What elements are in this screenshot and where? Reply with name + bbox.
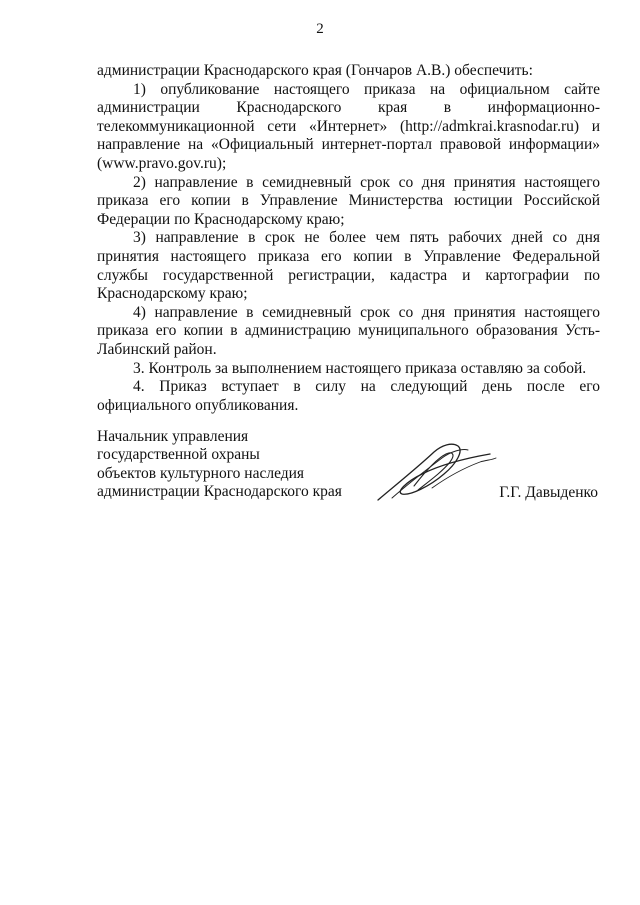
- signature-block: [97, 428, 600, 508]
- handwritten-signature: [372, 438, 502, 508]
- signatory-title-line: администрации Краснодарского края: [97, 483, 342, 501]
- signatory-title: [97, 428, 342, 502]
- signatory-name: Г.Г. Давыденко: [499, 484, 598, 501]
- paragraph-clause-4: 4. Приказ вступает в силу на следующий день после его официального опубликования.: [97, 378, 600, 414]
- paragraph-intro: администрации Краснодарского края (Гончаров А.В.) обеспечить:: [97, 62, 533, 79]
- paragraph-item-4: 4) направление в семидневный срок со дня принятия настоящего приказа его копии в администрацию муниципального образования Усть-Лабинский район.: [97, 303, 600, 358]
- signatory-title-line: Начальник управления: [97, 428, 249, 445]
- signatory-title-line: объектов культурного наследия: [97, 464, 305, 482]
- signatory-title-line: государственной охраны: [97, 446, 260, 464]
- page-number: 2: [316, 21, 324, 37]
- paragraph-clause-3: 3. Контроль за выполнением настоящего приказа оставляю за собой.: [133, 359, 587, 377]
- paragraph-item-3: 3) направление в срок не более чем пять рабочих дней со дня принятия настоящего приказа его копии в Управление Федеральной службы государственной регистрации, кадастра и картографии по Краснодарскому краю;: [97, 229, 600, 303]
- document-body: [97, 62, 600, 415]
- paragraph-item-1: 1) опубликование настоящего приказа на официальном сайте администрации Краснодарского края в информационно-телекоммуникационной сети «Интернет» (http://admkrai.krasnodar.ru) и направление на «Официальный интернет-портал правовой информации» (www.pravo.gov.ru);: [97, 80, 600, 172]
- paragraph-item-2: 2) направление в семидневный срок со дня принятия настоящего приказа его копии в Управление Министерства юстиции Российской Федерации по Краснодарскому краю;: [97, 173, 600, 228]
